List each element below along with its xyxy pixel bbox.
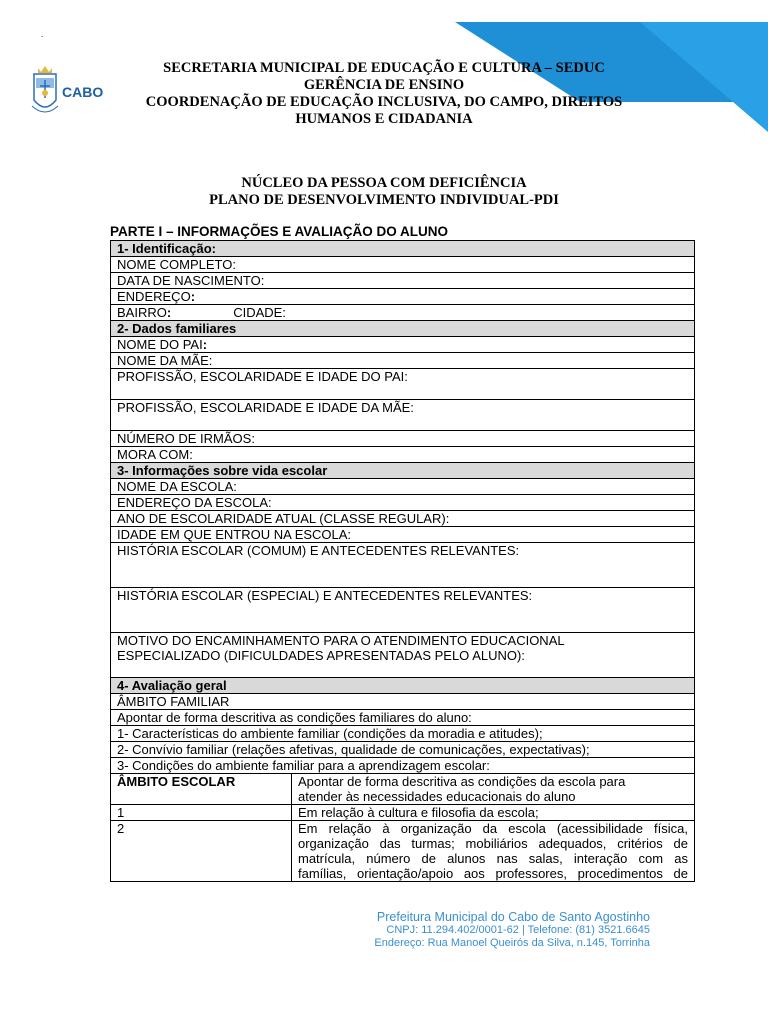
field-nome-pai[interactable]: [111, 337, 695, 353]
part-title: PARTE I – INFORMAÇÕES E AVALIAÇÃO DO ALUNO: [110, 224, 449, 239]
section-dados-familiares: 2- Dados familiares: [111, 321, 695, 337]
org-line-3: COORDENAÇÃO DE EDUCAÇÃO INCLUSIVA, DO CAMPO, DIREITOS: [145, 94, 623, 110]
field-nome-mae[interactable]: NOME DA MÃE:: [111, 353, 695, 369]
nome-pai-colon: :: [202, 337, 208, 352]
title-line-1: NÚCLEO DA PESSOA COM DEFICIÊNCIA: [241, 175, 527, 191]
document-title: [110, 175, 658, 209]
title-line-2: PLANO DE DESENVOLVIMENTO INDIVIDUAL-PDI: [209, 192, 559, 208]
field-motivo-encaminhamento[interactable]: [111, 633, 695, 678]
familiar-item-3[interactable]: 3- Condições do ambiente familiar para a aprendizagem escolar:: [111, 758, 695, 774]
section-identificacao: 1- Identificação:: [111, 241, 695, 257]
page-footer: [300, 910, 650, 950]
bairro-colon: :: [166, 305, 172, 320]
field-numero-irmaos[interactable]: NÚMERO DE IRMÃOS:: [111, 431, 695, 447]
escolar-item-2-line-3: matrícula, número de alunos nas salas, interação com as: [298, 851, 688, 866]
familiar-item-2[interactable]: 2- Convívio familiar (relações afetivas, qualidade de comunicações, expectativas);: [111, 742, 695, 758]
org-line-2: GERÊNCIA DE ENSINO: [303, 77, 465, 93]
escolar-item-2-number: 2: [111, 821, 292, 882]
field-mora-com[interactable]: MORA COM:: [111, 447, 695, 463]
footer-line-2: CNPJ: 11.294.402/0001-62 | Telefone: (81) 3521.6645: [386, 924, 650, 936]
field-profissao-pai[interactable]: PROFISSÃO, ESCOLARIDADE E IDADE DO PAI:: [111, 369, 695, 400]
ambito-familiar-heading: ÂMBITO FAMILIAR: [111, 694, 695, 710]
motivo-line-2: ESPECIALIZADO (DIFICULDADES APRESENTADAS PELO ALUNO):: [117, 648, 525, 663]
apontar-escola-line-1: Apontar de forma descritiva as condições da escola para: [298, 774, 626, 789]
document-header: [100, 60, 668, 128]
ambito-escolar-heading: ÂMBITO ESCOLAR: [111, 774, 292, 805]
field-data-nascimento[interactable]: DATA DE NASCIMENTO:: [111, 273, 695, 289]
field-nome-escola[interactable]: NOME DA ESCOLA:: [111, 479, 695, 495]
apontar-escola-text: [292, 774, 695, 805]
stray-mark: .: [41, 30, 44, 39]
field-endereco-escola[interactable]: ENDEREÇO DA ESCOLA:: [111, 495, 695, 511]
field-nome-completo[interactable]: NOME COMPLETO:: [111, 257, 695, 273]
org-line-1: SECRETARIA MUNICIPAL DE EDUCAÇÃO E CULTURA – SEDUC: [163, 60, 605, 76]
escolar-item-2[interactable]: [292, 821, 695, 882]
escolar-item-2-line-1: Em relação à organização da escola (acessibilidade física,: [298, 821, 688, 836]
escolar-item-2-line-2: organização das turmas; mobiliários adequados, critérios de: [298, 836, 688, 851]
familiar-item-1[interactable]: 1- Características do ambiente familiar (condições da moradia e atitudes);: [111, 726, 695, 742]
field-idade-entrou[interactable]: IDADE EM QUE ENTROU NA ESCOLA:: [111, 527, 695, 543]
endereco-colon: :: [190, 289, 196, 304]
apontar-familiar-text: Apontar de forma descritiva as condições familiares do aluno:: [111, 710, 695, 726]
apontar-escola-line-2: atender às necessidades educacionais do aluno: [298, 789, 576, 804]
field-endereco[interactable]: [111, 289, 695, 305]
footer-line-1: Prefeitura Municipal do Cabo de Santo Agostinho: [376, 910, 650, 924]
field-historia-comum[interactable]: HISTÓRIA ESCOLAR (COMUM) E ANTECEDENTES RELEVANTES:: [111, 543, 695, 588]
escolar-item-2-line-4: famílias, orientação/apoio aos professores, procedimentos de: [298, 866, 688, 881]
section-vida-escolar: 3- Informações sobre vida escolar: [111, 463, 695, 479]
field-profissao-mae[interactable]: PROFISSÃO, ESCOLARIDADE E IDADE DA MÃE:: [111, 400, 695, 431]
bairro-label: BAIRRO: [117, 305, 167, 320]
logo-wordmark: CABO: [62, 84, 104, 100]
motivo-line-1: MOTIVO DO ENCAMINHAMENTO PARA O ATENDIMENTO EDUCACIONAL: [117, 633, 565, 648]
field-ano-escolaridade[interactable]: ANO DE ESCOLARIDADE ATUAL (CLASSE REGULAR):: [111, 511, 695, 527]
escolar-item-1[interactable]: Em relação à cultura e filosofia da escola;: [292, 805, 695, 821]
endereco-label: ENDEREÇO: [117, 289, 191, 304]
section-avaliacao-geral: 4- Avaliação geral: [111, 678, 695, 694]
pdi-form-table: [110, 240, 695, 882]
nome-pai-label: NOME DO PAI: [117, 337, 203, 352]
field-bairro-cidade[interactable]: [111, 305, 695, 321]
footer-line-3: Endereço: Rua Manoel Queirós da Silva, n.145, Torrinha: [374, 937, 650, 949]
field-historia-especial[interactable]: HISTÓRIA ESCOLAR (ESPECIAL) E ANTECEDENTES RELEVANTES:: [111, 588, 695, 633]
escolar-item-1-number: 1: [111, 805, 292, 821]
org-line-4: HUMANOS E CIDADANIA: [295, 111, 473, 127]
cidade-label: CIDADE:: [233, 305, 286, 320]
